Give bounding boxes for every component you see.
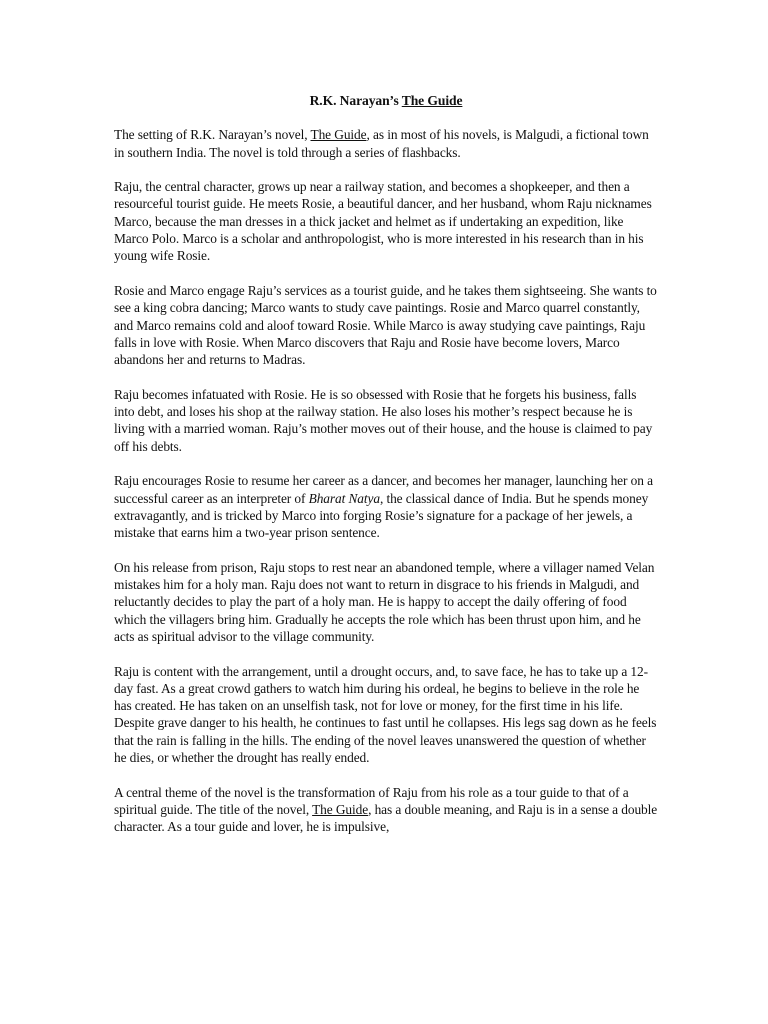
paragraph-8-text-c: , has a double meaning, and Raju is in a sense a double character. As a tour guide and lover, he is impulsive, <box>114 801 658 835</box>
paragraph-2: Raju, the central character, grows up near a railway station, and becomes a shopkeeper, and then a resourceful tourist guide. He meets Rosie, a beautiful dancer, and her husband, whom Raju nicknames Marco, because the man dresses in a thick jacket and helmet as if undertaking an expedition, like Marco Polo. Marco is a scholar and anthropologist, who is more interested in his research than in his young wife Rosie. <box>114 179 652 264</box>
paragraph-5 <box>114 472 658 541</box>
document-body <box>114 92 658 853</box>
title-work: The Guide <box>401 93 463 108</box>
title-prefix: R.K. Narayan’s <box>309 93 402 108</box>
paragraph-1-novel-title: The Guide <box>310 127 367 143</box>
document-title <box>114 92 658 109</box>
paragraph-4: Raju becomes infatuated with Rosie. He is so obsessed with Rosie that he forgets his business, falls into debt, and loses his shop at the railway station. He also loses his mother’s respect because he is living with a married woman. Raju’s mother moves out of their house, and the house is claimed to pay off his debts. <box>114 386 653 454</box>
paragraph-8-novel-title: The Guide <box>312 801 369 817</box>
paragraph-8-text-a: A central theme of the novel is the transformation of Raju from his role as a tour guide to that of a spiritual guide. The title of the novel, <box>114 784 629 817</box>
paragraph-7: Raju is content with the arrangement, until a drought occurs, and, to save face, he has to take up a 12-day fast. As a great crowd gathers to watch him during his ordeal, he begins to believe in the role he has created. He has taken on an unselfish task, not for love or money, for the first time in his life. Despite grave danger to his health, he continues to fast until he collapses. His legs sag down as he feels that the rain is falling in the hills. The ending of the novel leaves unanswered the question of whether he dies, or whether the drought has really ended. <box>114 663 657 765</box>
paragraph-1 <box>114 126 658 161</box>
paragraph-8 <box>114 784 658 836</box>
paragraph-5-text-a: Raju encourages Rosie to resume her career as a dancer, and becomes her manager, launching her on a successful career as an interpreter of <box>114 473 653 506</box>
paragraph-1-text-a: The setting of R.K. Narayan’s novel, <box>114 127 311 143</box>
paragraph-5-text-c: , the classical dance of India. But he spends money extravagantly, and is tricked by Marco into forging Rosie’s signature for a package of her jewels, a mistake that earns him a two-year prison sentence. <box>114 490 649 541</box>
paragraph-3: Rosie and Marco engage Raju’s services as a tourist guide, and he takes them sightseeing. She wants to see a king cobra dancing; Marco wants to study cave paintings. Rosie and Marco quarrel constantly, and Marco remains cold and aloof toward Rosie. While Marco is away studying cave paintings, Raju falls in love with Rosie. When Marco discovers that Raju and Rosie have become lovers, Marco abandons her and returns to Madras. <box>114 282 657 368</box>
paragraph-1-text-c: , as in most of his novels, is Malgudi, a fictional town in southern India. The novel is told through a series of flashbacks. <box>114 127 649 160</box>
paragraph-5-dance-name: Bharat Natya <box>308 490 380 506</box>
paragraph-6: On his release from prison, Raju stops to rest near an abandoned temple, where a villager named Velan mistakes him for a holy man. Raju does not want to return in disgrace to his friends in Malgudi, and reluctantly decides to play the part of a holy man. He is happy to accept the daily offering of food which the villagers bring him. Gradually he accepts the role which has been thrust upon him, and he acts as spiritual advisor to the village community. <box>114 559 655 644</box>
